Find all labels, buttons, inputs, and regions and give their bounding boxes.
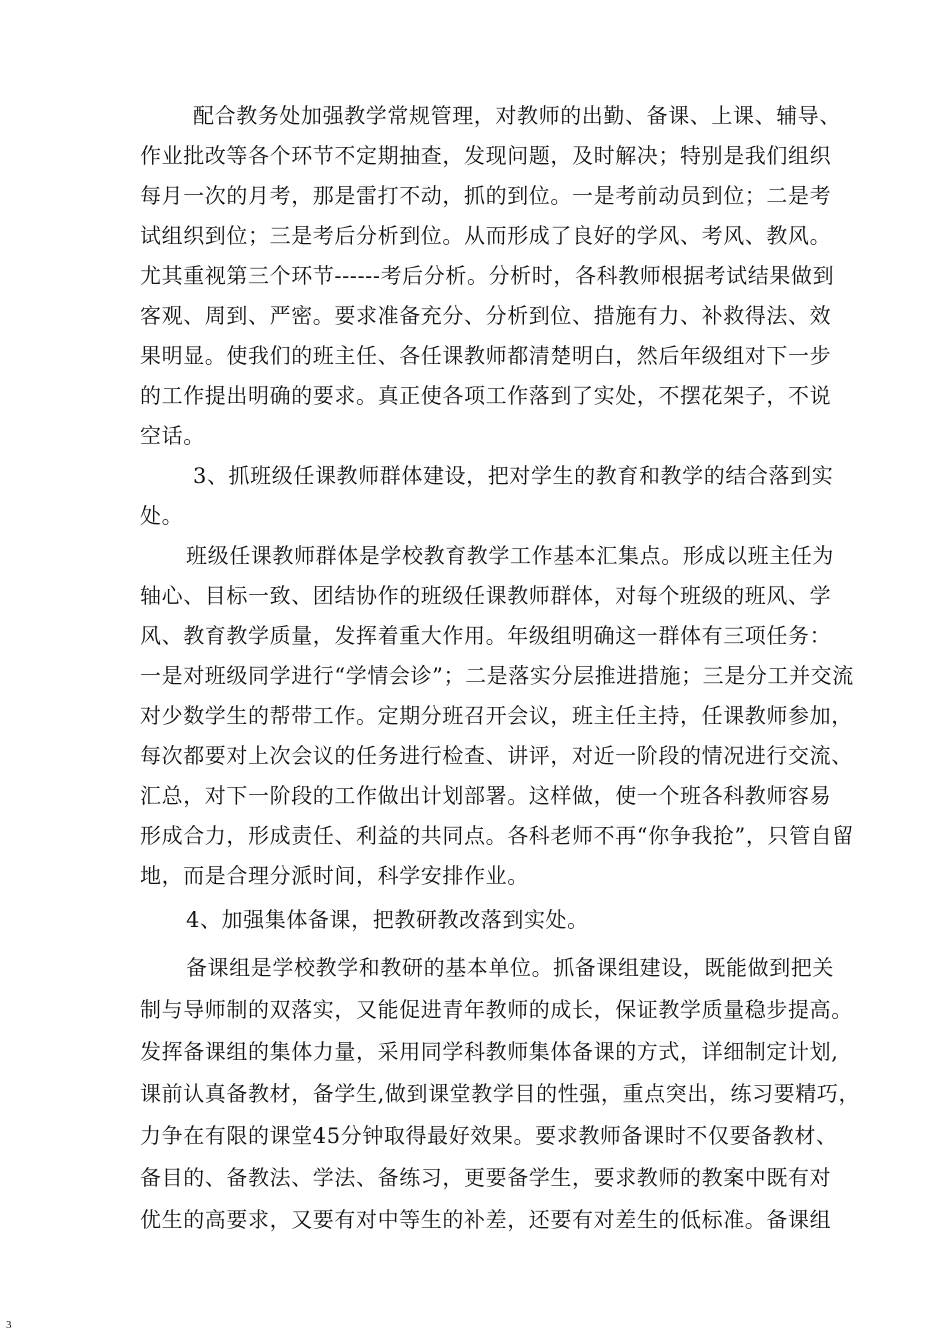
text-line: 配合教务处加强教学常规管理，对教师的出勤、备课、上课、辅导、 bbox=[193, 104, 841, 128]
text-line: 处。 bbox=[140, 504, 184, 528]
text-line: 轴心、目标一致、团结协作的班级任课教师群体，对每个班级的班风、学 bbox=[140, 584, 832, 608]
text-line: 试组织到位；三是考后分析到位。从而形成了良好的学风、考风、教风。 bbox=[140, 224, 832, 248]
text-line: 作业批改等各个环节不定期抽查，发现问题，及时解决；特别是我们组织 bbox=[140, 144, 832, 168]
text-line: 力争在有限的课堂45分钟取得最好效果。要求教师备课时不仅要备教材、 bbox=[140, 1124, 838, 1148]
text-line: 的工作提出明确的要求。真正使各项工作落到了实处，不摆花架子，不说 bbox=[140, 384, 832, 408]
text-line: 客观、周到、严密。要求准备充分、分析到位、措施有力、补救得法、效 bbox=[140, 304, 832, 328]
text-line: 课前认真备教材，备学生,做到课堂教学目的性强，重点突出，练习要精巧， bbox=[140, 1082, 861, 1106]
text-line: 果明显。使我们的班主任、各任课教师都清楚明白，然后年级组对下一步 bbox=[140, 344, 832, 368]
text-line: 尤其重视第三个环节------考后分析。分析时，各科教师根据考试结果做到 bbox=[140, 264, 835, 288]
text-line: 汇总，对下一阶段的工作做出计划部署。这样做，使一个班各科教师容易 bbox=[140, 784, 832, 808]
text-line: 备目的、备教法、学法、备练习，更要备学生，要求教师的教案中既有对 bbox=[140, 1166, 832, 1190]
text-line: 风、教育教学质量，发挥着重大作用。年级组明确这一群体有三项任务： bbox=[140, 624, 832, 648]
text-line: 制与导师制的双落实，又能促进青年教师的成长，保证教学质量稳步提高。 bbox=[140, 998, 853, 1022]
text-line: 对少数学生的帮带工作。定期分班召开会议，班主任主持，任课教师参加， bbox=[140, 704, 853, 728]
text-line: 3、抓班级任课教师群体建设，把对学生的教育和教学的结合落到实 bbox=[193, 464, 834, 488]
text-line: 4、加强集体备课，把教研教改落到实处。 bbox=[186, 908, 589, 932]
text-line: 空话。 bbox=[140, 424, 205, 448]
text-line: 备课组是学校教学和教研的基本单位。抓备课组建设，既能做到把关 bbox=[186, 956, 834, 980]
text-line: 班级任课教师群体是学校教育教学工作基本汇集点。形成以班主任为 bbox=[186, 544, 834, 568]
text-line: 每次都要对上次会议的任务进行检查、讲评，对近一阶段的情况进行交流、 bbox=[140, 744, 853, 768]
text-line: 每月一次的月考，那是雷打不动，抓的到位。一是考前动员到位；二是考 bbox=[140, 184, 832, 208]
text-line: 形成合力，形成责任、利益的共同点。各科老师不再“你争我抢”，只管自留 bbox=[140, 824, 854, 848]
text-line: 优生的高要求，又要有对中等生的补差，还要有对差生的低标准。备课组 bbox=[140, 1208, 832, 1232]
page-number: 3 bbox=[6, 1319, 12, 1331]
text-line: 一是对班级同学进行“学情会诊”；二是落实分层推进措施；三是分工并交流 bbox=[140, 664, 854, 688]
text-line: 地，而是合理分派时间，科学安排作业。 bbox=[140, 864, 529, 888]
text-line: 发挥备课组的集体力量，采用同学科教师集体备课的方式，详细制定计划, bbox=[140, 1040, 839, 1064]
